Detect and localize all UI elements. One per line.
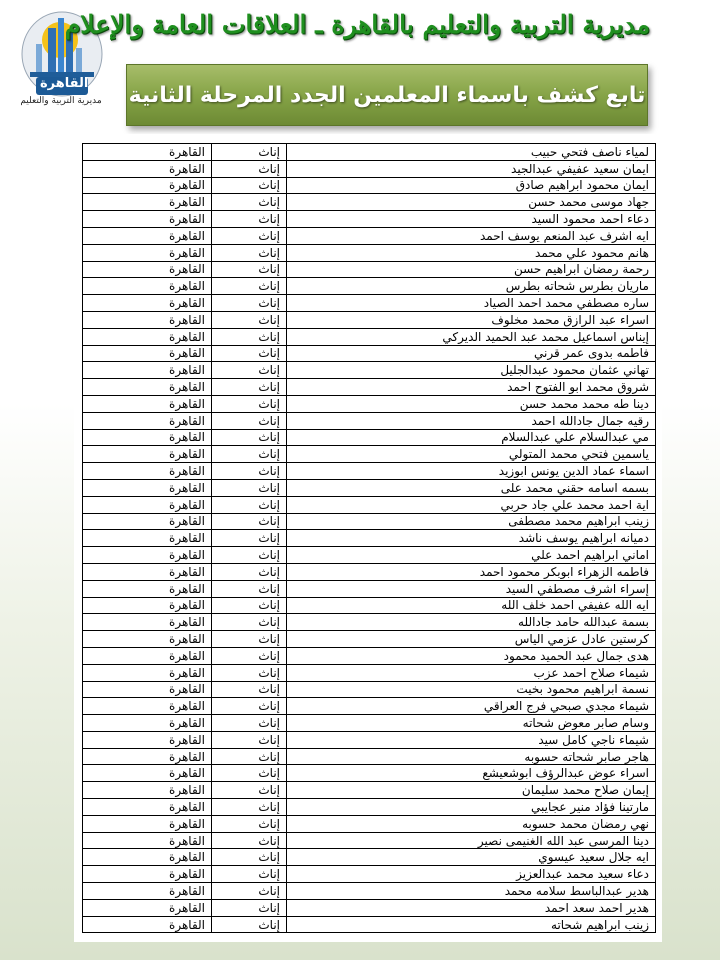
gender-cell: إناث [212,530,287,547]
city-cell: القاهرة [83,715,212,732]
name-cell: دعاء سعيد محمد عبدالعزيز [287,866,656,883]
table-row [83,883,656,900]
city-cell: القاهرة [83,614,212,631]
table-row [83,244,656,261]
name-cell: ايمان سعيد عفيفي عبدالجيد [287,160,656,177]
table-row [83,698,656,715]
name-cell: نهي رمضان محمد حسوبه [287,815,656,832]
table-row [83,144,656,161]
teachers-table [82,143,656,933]
gender-cell: إناث [212,227,287,244]
table-row [83,295,656,312]
gender-cell: إناث [212,899,287,916]
city-cell: القاهرة [83,345,212,362]
gender-cell: إناث [212,698,287,715]
table-row [83,849,656,866]
gender-cell: إناث [212,412,287,429]
name-cell: هدير عبدالباسط سلامه محمد [287,883,656,900]
city-cell: القاهرة [83,261,212,278]
gender-cell: إناث [212,563,287,580]
table-row [83,479,656,496]
gender-cell: إناث [212,715,287,732]
name-cell: مارتينا فؤاد منير عجايبي [287,799,656,816]
city-cell: القاهرة [83,211,212,228]
gender-cell: إناث [212,547,287,564]
gender-cell: إناث [212,748,287,765]
gender-cell: إناث [212,479,287,496]
name-cell: شيماء ناجي كامل سيد [287,731,656,748]
name-cell: ايه الله عفيفي احمد خلف الله [287,597,656,614]
city-cell: القاهرة [83,815,212,832]
subtitle-banner [126,64,648,126]
city-cell: القاهرة [83,479,212,496]
city-cell: القاهرة [83,227,212,244]
city-cell: القاهرة [83,580,212,597]
table-row [83,664,656,681]
table-row [83,866,656,883]
table-row [83,446,656,463]
name-cell: اسراء عبد الرازق محمد مخلوف [287,311,656,328]
city-cell: القاهرة [83,194,212,211]
name-cell: شيماء صلاح احمد عزب [287,664,656,681]
city-cell: القاهرة [83,513,212,530]
table-row [83,395,656,412]
gender-cell: إناث [212,379,287,396]
logo-text: القاهرة [40,76,89,91]
name-cell: وسام صابر معوض شحاته [287,715,656,732]
gender-cell: إناث [212,580,287,597]
name-cell: ايه اشرف عبد المنعم يوسف احمد [287,227,656,244]
table-row [83,647,656,664]
city-cell: القاهرة [83,311,212,328]
table-row [83,916,656,933]
city-cell: القاهرة [83,748,212,765]
name-cell: رحمة رمضان ابراهيم حسن [287,261,656,278]
city-cell: القاهرة [83,446,212,463]
table-row [83,496,656,513]
table-row [83,429,656,446]
gender-cell: إناث [212,815,287,832]
gender-cell: إناث [212,681,287,698]
name-cell: اية احمد محمد علي جاد حربي [287,496,656,513]
name-cell: هانم محمود علي محمد [287,244,656,261]
gender-cell: إناث [212,631,287,648]
table-row [83,563,656,580]
gender-cell: إناث [212,345,287,362]
table-row [83,765,656,782]
name-cell: إيمان صلاح محمد سليمان [287,782,656,799]
gender-cell: إناث [212,664,287,681]
name-cell: زينب ابراهيم محمد مصطفى [287,513,656,530]
name-cell: دينا المرسى عبد الله الغنيمى نصير [287,832,656,849]
city-cell: القاهرة [83,328,212,345]
gender-cell: إناث [212,614,287,631]
city-cell: القاهرة [83,496,212,513]
table-row [83,832,656,849]
gender-cell: إناث [212,328,287,345]
name-cell: بسمة عبدالله حامد جادالله [287,614,656,631]
name-cell: هدى جمال عبد الحميد محمود [287,647,656,664]
table-row [83,782,656,799]
city-cell: القاهرة [83,563,212,580]
name-cell: إسراء اشرف مصطفي السيد [287,580,656,597]
gender-cell: إناث [212,194,287,211]
city-cell: القاهرة [83,799,212,816]
city-cell: القاهرة [83,547,212,564]
name-cell: هاجر صابر شحاته حسوبه [287,748,656,765]
city-cell: القاهرة [83,899,212,916]
gender-cell: إناث [212,832,287,849]
gender-cell: إناث [212,295,287,312]
city-cell: القاهرة [83,244,212,261]
city-cell: القاهرة [83,177,212,194]
table-row [83,194,656,211]
gender-cell: إناث [212,866,287,883]
city-cell: القاهرة [83,916,212,933]
city-cell: القاهرة [83,765,212,782]
gender-cell: إناث [212,765,287,782]
name-cell: مي عبدالسلام علي عبدالسلام [287,429,656,446]
table-row [83,328,656,345]
name-cell: نسمة ابراهيم محمود بخيت [287,681,656,698]
city-cell: القاهرة [83,597,212,614]
gender-cell: إناث [212,144,287,161]
table-row [83,311,656,328]
table-row [83,379,656,396]
name-cell: بسمه اسامه حقني محمد على [287,479,656,496]
city-cell: القاهرة [83,664,212,681]
table-row [83,547,656,564]
city-cell: القاهرة [83,395,212,412]
name-cell: ياسمين فتحي محمد المتولي [287,446,656,463]
city-cell: القاهرة [83,362,212,379]
city-cell: القاهرة [83,866,212,883]
city-cell: القاهرة [83,698,212,715]
gender-cell: إناث [212,883,287,900]
gender-cell: إناث [212,446,287,463]
table-row [83,580,656,597]
city-cell: القاهرة [83,412,212,429]
logo-caption: مديرية التربية والتعليم [20,96,102,106]
city-cell: القاهرة [83,429,212,446]
name-cell: شروق محمد ابو الفتوح احمد [287,379,656,396]
city-cell: القاهرة [83,160,212,177]
name-cell: لمياء ناصف فتحي حبيب [287,144,656,161]
gender-cell: إناث [212,261,287,278]
name-cell: ايمان محمود ابراهيم صادق [287,177,656,194]
city-cell: القاهرة [83,681,212,698]
city-cell: القاهرة [83,379,212,396]
table-row [83,463,656,480]
roster-sheet [74,134,662,942]
gender-cell: إناث [212,799,287,816]
city-cell: القاهرة [83,731,212,748]
gender-cell: إناث [212,211,287,228]
name-cell: تهاني عثمان محمود عبدالجليل [287,362,656,379]
city-cell: القاهرة [83,832,212,849]
gender-cell: إناث [212,849,287,866]
name-cell: دينا طه محمد محمد حسن [287,395,656,412]
name-cell: هدير احمد سعد احمد [287,899,656,916]
gender-cell: إناث [212,513,287,530]
name-cell: جهاد موسى محمد حسن [287,194,656,211]
name-cell: ماريان بطرس شحاته بطرس [287,278,656,295]
table-row [83,177,656,194]
name-cell: رقيه جمال جادالله احمد [287,412,656,429]
gender-cell: إناث [212,782,287,799]
gender-cell: إناث [212,916,287,933]
name-cell: اسماء عماد الدين يونس ابوزيد [287,463,656,480]
gender-cell: إناث [212,177,287,194]
table-row [83,530,656,547]
city-cell: القاهرة [83,278,212,295]
gender-cell: إناث [212,496,287,513]
city-cell: القاهرة [83,530,212,547]
city-cell: القاهرة [83,631,212,648]
city-cell: القاهرة [83,144,212,161]
name-cell: فاطمه بدوى عمر قرني [287,345,656,362]
table-row [83,261,656,278]
teachers-table-body [83,144,656,933]
gender-cell: إناث [212,311,287,328]
table-row [83,681,656,698]
table-row [83,412,656,429]
city-cell: القاهرة [83,782,212,799]
gender-cell: إناث [212,244,287,261]
table-row [83,278,656,295]
table-row [83,748,656,765]
table-row [83,799,656,816]
table-row [83,614,656,631]
name-cell: ساره مصطفي محمد احمد الصياد [287,295,656,312]
name-cell: شيماء مجدي صبحي فرج العراقي [287,698,656,715]
table-row [83,513,656,530]
page-title: مديرية التربية والتعليم بالقاهرة ـ العلاقات العامة والإعلام [64,10,650,39]
name-cell: دعاء احمد محمود السيد [287,211,656,228]
gender-cell: إناث [212,647,287,664]
table-row [83,815,656,832]
gender-cell: إناث [212,731,287,748]
table-row [83,160,656,177]
gender-cell: إناث [212,463,287,480]
table-row [83,227,656,244]
city-cell: القاهرة [83,647,212,664]
table-row [83,715,656,732]
banner-text: تابع كشف باسماء المعلمين الجدد المرحلة الثانية [128,82,646,108]
name-cell: فاطمه الزهراء ابوبكر محمود احمد [287,563,656,580]
name-cell: زينب ابراهيم شحاته [287,916,656,933]
city-cell: القاهرة [83,463,212,480]
name-cell: اماني ابراهيم احمد علي [287,547,656,564]
table-row [83,211,656,228]
gender-cell: إناث [212,278,287,295]
table-row [83,899,656,916]
name-cell: إيناس اسماعيل محمد عبد الحميد الديركي [287,328,656,345]
table-row [83,731,656,748]
gender-cell: إناث [212,362,287,379]
name-cell: كرستين عادل عزمي الياس [287,631,656,648]
name-cell: دميانه ابراهيم يوسف ناشد [287,530,656,547]
city-cell: القاهرة [83,849,212,866]
gender-cell: إناث [212,395,287,412]
city-cell: القاهرة [83,883,212,900]
table-row [83,597,656,614]
gender-cell: إناث [212,429,287,446]
gender-cell: إناث [212,597,287,614]
table-row [83,362,656,379]
name-cell: ايه جلال سعيد عيسوي [287,849,656,866]
city-cell: القاهرة [83,295,212,312]
name-cell: اسراء عوض عبدالرؤف ابوشعيشع [287,765,656,782]
gender-cell: إناث [212,160,287,177]
table-row [83,345,656,362]
table-row [83,631,656,648]
